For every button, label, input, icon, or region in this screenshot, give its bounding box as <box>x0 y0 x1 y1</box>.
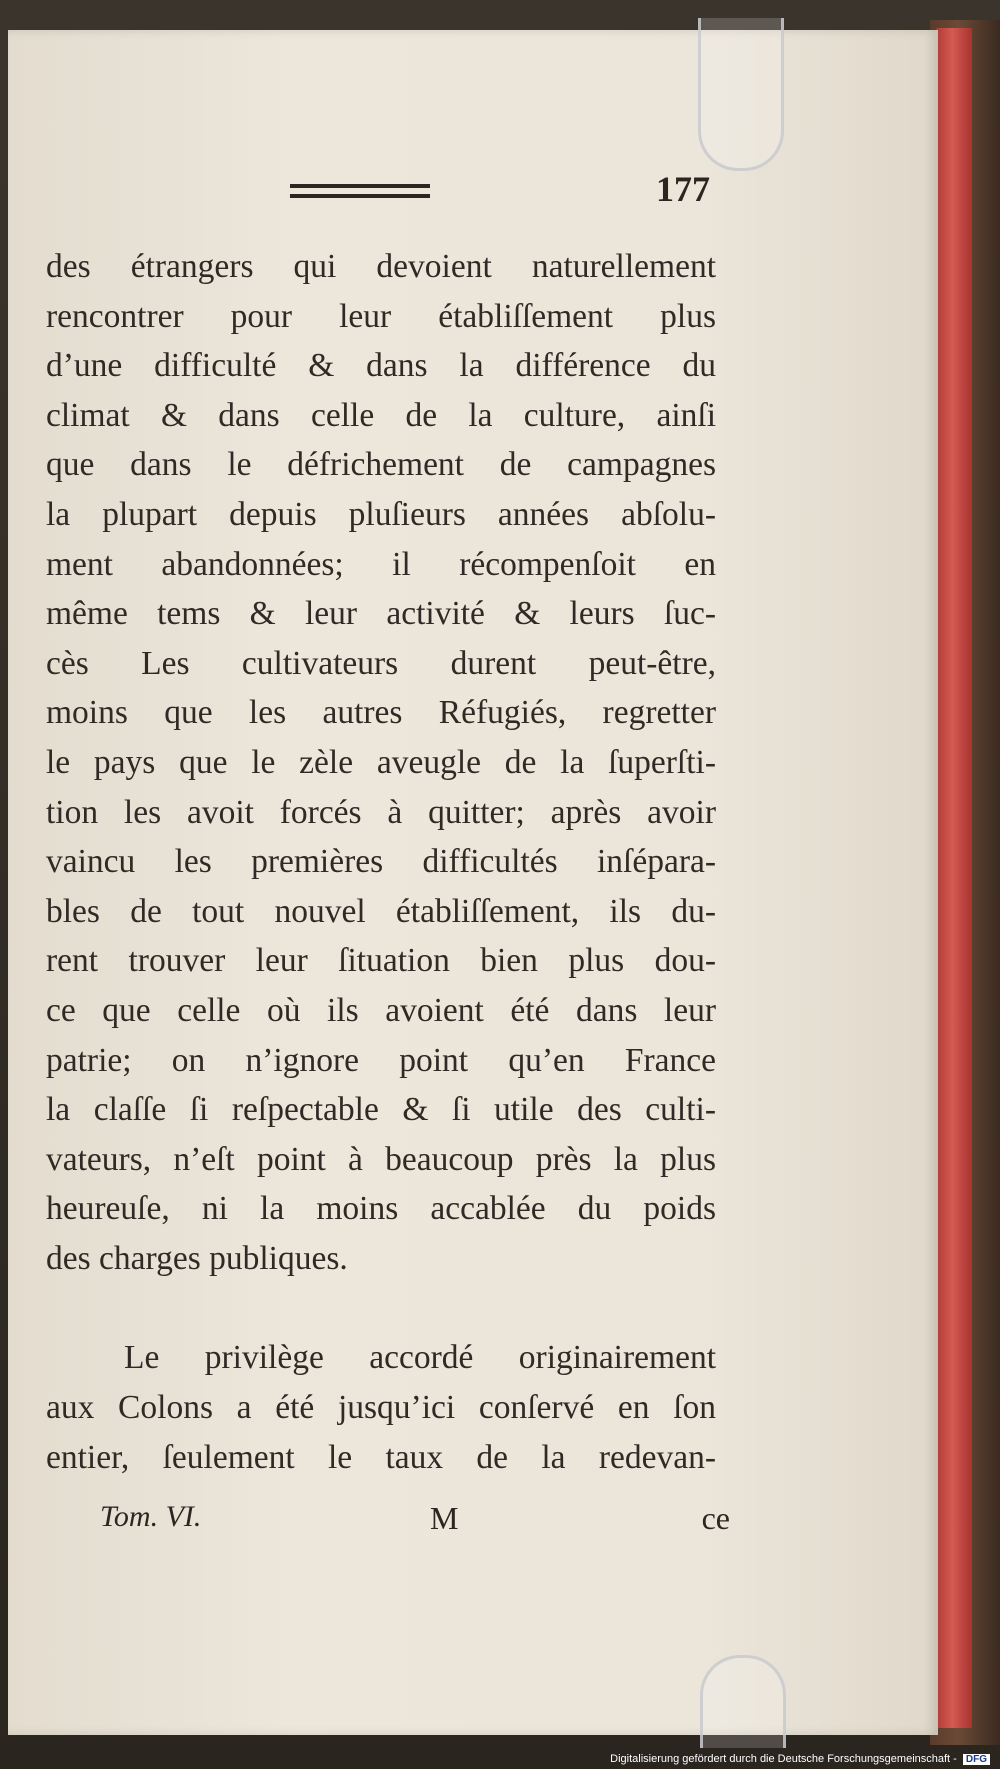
digitization-credit <box>610 1753 990 1765</box>
text-line: heureuſe, ni la moins accablée du poids <box>46 1190 716 1228</box>
text-line: que dans le défrichement de campagnes <box>46 446 716 484</box>
credit-text: Digitalisierung gefördert durch die Deutsche Forschungsgemeinschaft - <box>610 1753 957 1765</box>
text-line: patrie; on n’ignore point qu’en France <box>46 1041 716 1079</box>
signature-volume: Tom. VI. <box>100 1500 202 1533</box>
text-line: d’une difficulté & dans la différence du <box>46 347 716 385</box>
text-line: tion les avoit forcés à quitter; après avoir <box>46 793 716 831</box>
text-line: bles de tout nouvel établiſſement, ils du- <box>46 892 716 930</box>
text-line: moins que les autres Réfugiés, regretter <box>46 694 716 732</box>
red-page-edge <box>936 28 972 1728</box>
text-line: entier, ſeulement le taux de la redevan- <box>46 1438 716 1476</box>
page-footer <box>100 1500 730 1550</box>
text-line: climat & dans celle de la culture, ainſi <box>46 396 716 434</box>
page-number: 177 <box>656 169 710 209</box>
text-line: vaincu les premières difficultés inſépara- <box>46 843 716 881</box>
text-line: le pays que le zèle aveugle de la ſuperſti- <box>46 743 716 781</box>
body-text <box>46 242 716 1482</box>
text-line: la plupart depuis pluſieurs années abſolu- <box>46 495 716 533</box>
text-line: cès Les cultivateurs durent peut-être, <box>46 644 716 682</box>
page-clip-bottom <box>700 1655 786 1748</box>
text-line: aux Colons a été jusqu’ici conſervé en ſon <box>46 1389 716 1427</box>
text-line: rencontrer pour leur établiſſement plus <box>46 297 716 335</box>
text-line: la claſſe ſi reſpectable & ſi utile des culti- <box>46 1091 716 1129</box>
catchword: ce <box>701 1500 730 1536</box>
text-line: des charges publiques. <box>46 1239 348 1277</box>
header-rule <box>290 184 430 198</box>
text-line: vateurs, n’eſt point à beaucoup près la plus <box>46 1140 716 1178</box>
text-line: ce que celle où ils avoient été dans leur <box>46 991 716 1029</box>
text-line: Le privilège accordé originairement <box>124 1339 716 1377</box>
signature-mark: M <box>430 1500 459 1536</box>
paragraph-gap <box>46 1283 716 1333</box>
text-line: rent trouver leur ſituation bien plus dou- <box>46 942 716 980</box>
dfg-logo: DFG <box>963 1754 990 1765</box>
text-line: ment abandonnées; il récompenſoit en <box>46 545 716 583</box>
page-clip-top <box>698 18 784 171</box>
text-line: des étrangers qui devoient naturellement <box>46 248 716 285</box>
text-line: même tems & leur activité & leurs ſuc- <box>46 595 716 633</box>
